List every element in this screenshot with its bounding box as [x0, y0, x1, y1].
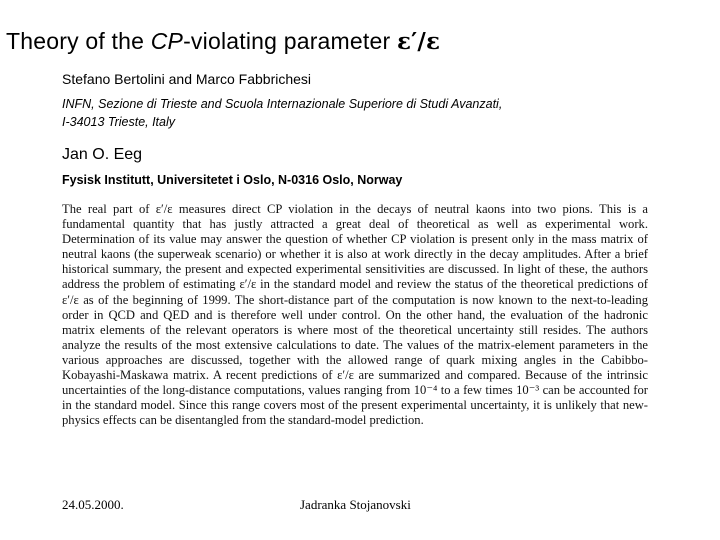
- second-affiliation: Fysisk Institutt, Universitetet i Oslo, N-0316 Oslo, Norway: [62, 173, 403, 187]
- title-symbol: ε′/ε: [396, 28, 441, 55]
- abstract-text: The real part of ε′/ε measures direct CP violation in the decays of neutral kaons into two pions. This is a fundamental quantity that has justly attracted a great deal of theoretical as well as experimental work. Determination of its value may answer the question of whether CP violation is present only in the mass matrix of neutral kaons (the superweak scenario) or whether it is also at work directly in the decay amplitudes. After a brief historical summary, the present and expected experimental sensitivities are discussed. In light of these, the authors address the problem of estimating ε′/ε in the standard model and review the status of the theoretical predictions of ε′/ε as of the beginning of 1999. The short-distance part of the computation is now known to the next-to-leading order in QCD and QED and is therefore well under control. On the other hand, the evaluation of the hadronic matrix elements of the relevant operators is where most of the theoretical uncertainty still resides. The authors analyze the results of the most extensive calculations to date. The values of the matrix-element parameters in the various approaches are discussed, together with the allowed range of quark mixing angles in the Cabibbo-Kobayashi-Maskawa matrix. A recent predictions of ε′/ε are summarized and compared. Because of the intrinsic uncertainties of the long-distance computations, values ranging from 10⁻⁴ to a few times 10⁻³ can be accounted for in the standard model. Since this range covers most of the present experimental uncertainty, it is unlikely that new-physics effects can be disentangled from the standard-model prediction.: [62, 202, 648, 428]
- title-suffix: -violating parameter: [183, 28, 397, 54]
- title-cp: CP: [150, 28, 184, 54]
- footer-author: Jadranka Stojanovski: [300, 497, 411, 512]
- title-prefix: Theory of the: [6, 28, 151, 54]
- second-author: Jan O. Eeg: [62, 146, 143, 163]
- slide-title: [6, 26, 440, 57]
- authors: Stefano Bertolini and Marco Fabbrichesi: [62, 71, 312, 87]
- abstract: [62, 202, 648, 428]
- affiliation-line-2: I-34013 Trieste, Italy: [62, 115, 176, 129]
- footer-date: 24.05.2000.: [62, 497, 124, 512]
- affiliation-line-1: INFN, Sezione di Trieste and Scuola Internazionale Superiore di Studi Avanzati,: [62, 97, 503, 111]
